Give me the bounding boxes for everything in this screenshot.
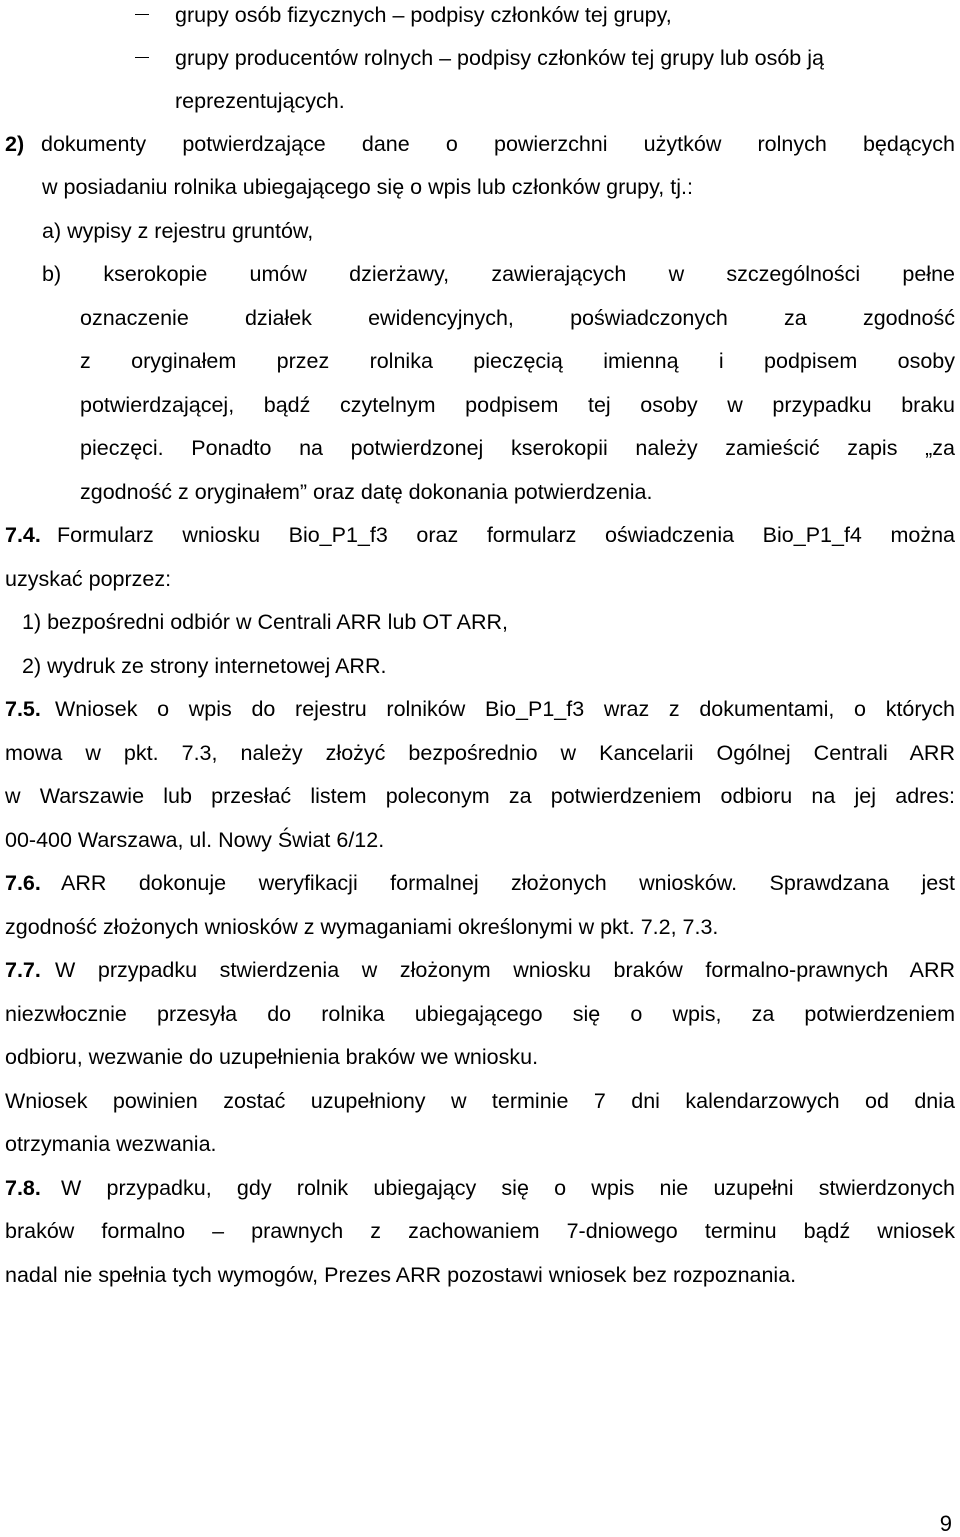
section-number: 7.7. <box>5 958 41 982</box>
dash-bullet <box>135 57 149 58</box>
text-line: oznaczenie działek ewidencyjnych, poświadczonych za zgodność <box>80 306 955 330</box>
text-line-body: W przypadku, gdy rolnik ubiegający się o wpis nie uzupełni stwierdzonych <box>61 1176 955 1200</box>
text-line: w posiadaniu rolnika ubiegającego się o wpis lub członków grupy, tj.: <box>42 175 693 199</box>
text-line <box>5 868 955 898</box>
text-line: odbioru, wezwanie do uzupełnienia braków we wniosku. <box>5 1045 539 1069</box>
text-line: 00-400 Warszawa, ul. Nowy Świat 6/12. <box>5 828 385 852</box>
text-line: uzyskać poprzez: <box>5 567 172 591</box>
text-line: b) kserokopie umów dzierżawy, zawierających w szczególności pełne <box>42 262 955 286</box>
text-line: grupy osób fizycznych – podpisy członków tej grupy, <box>175 3 672 27</box>
text-line <box>5 1173 955 1203</box>
text-line: otrzymania wezwania. <box>5 1132 217 1156</box>
text-line-body: Formularz wniosku Bio_P1_f3 oraz formularz oświadczenia Bio_P1_f4 można <box>57 523 955 547</box>
text-line: grupy producentów rolnych – podpisy członków tej grupy lub osób ją <box>175 46 824 70</box>
list-number: 2) <box>5 132 25 156</box>
text-line: mowa w pkt. 7.3, należy złożyć bezpośrednio w Kancelarii Ogólnej Centrali ARR <box>5 741 955 765</box>
text-line <box>5 955 955 985</box>
text-line <box>5 129 955 159</box>
text-line: nadal nie spełnia tych wymogów, Prezes ARR pozostawi wniosek bez rozpoznania. <box>5 1263 797 1287</box>
section-number: 7.4. <box>5 523 41 547</box>
text-line: niezwłocznie przesyła do rolnika ubiegającego się o wpis, za potwierdzeniem <box>5 1002 955 1026</box>
text-line <box>5 694 955 724</box>
text-line-body: W przypadku stwierdzenia w złożonym wniosku braków formalno-prawnych ARR <box>55 958 955 982</box>
text-line-body: dokumenty potwierdzające dane o powierzchni użytków rolnych będących <box>41 132 955 156</box>
dash-bullet <box>135 14 149 15</box>
text-line: a) wypisy z rejestru gruntów, <box>42 219 314 243</box>
text-line: zgodność z oryginałem” oraz datę dokonania potwierdzenia. <box>80 480 653 504</box>
section-number: 7.5. <box>5 697 41 721</box>
section-number: 7.8. <box>5 1176 41 1200</box>
text-line-body: ARR dokonuje weryfikacji formalnej złożonych wniosków. Sprawdzana jest <box>61 871 955 895</box>
text-line: 2) wydruk ze strony internetowej ARR. <box>22 654 387 678</box>
text-line: pieczęci. Ponadto na potwierdzonej kserokopii należy zamieścić zapis „za <box>80 436 955 460</box>
text-line: zgodność złożonych wniosków z wymaganiami określonymi w pkt. 7.2, 7.3. <box>5 915 719 939</box>
text-line: reprezentujących. <box>175 89 345 113</box>
section-number: 7.6. <box>5 871 41 895</box>
text-line: w Warszawie lub przesłać listem poleconym za potwierdzeniem odbioru na jej adres: <box>5 784 955 808</box>
page-number: 9 <box>939 1511 952 1536</box>
text-line: braków formalno – prawnych z zachowaniem 7-dniowego terminu bądź wniosek <box>5 1219 955 1243</box>
text-line-body: Wniosek o wpis do rejestru rolników Bio_P1_f3 wraz z dokumentami, o których <box>55 697 955 721</box>
text-line: potwierdzającej, bądź czytelnym podpisem tej osoby w przypadku braku <box>80 393 955 417</box>
text-line: z oryginałem przez rolnika pieczęcią imienną i podpisem osoby <box>80 349 955 373</box>
text-line: 1) bezpośredni odbiór w Centrali ARR lub OT ARR, <box>22 610 508 634</box>
text-line: Wniosek powinien zostać uzupełniony w terminie 7 dni kalendarzowych od dnia <box>5 1089 955 1113</box>
text-line <box>5 520 955 550</box>
